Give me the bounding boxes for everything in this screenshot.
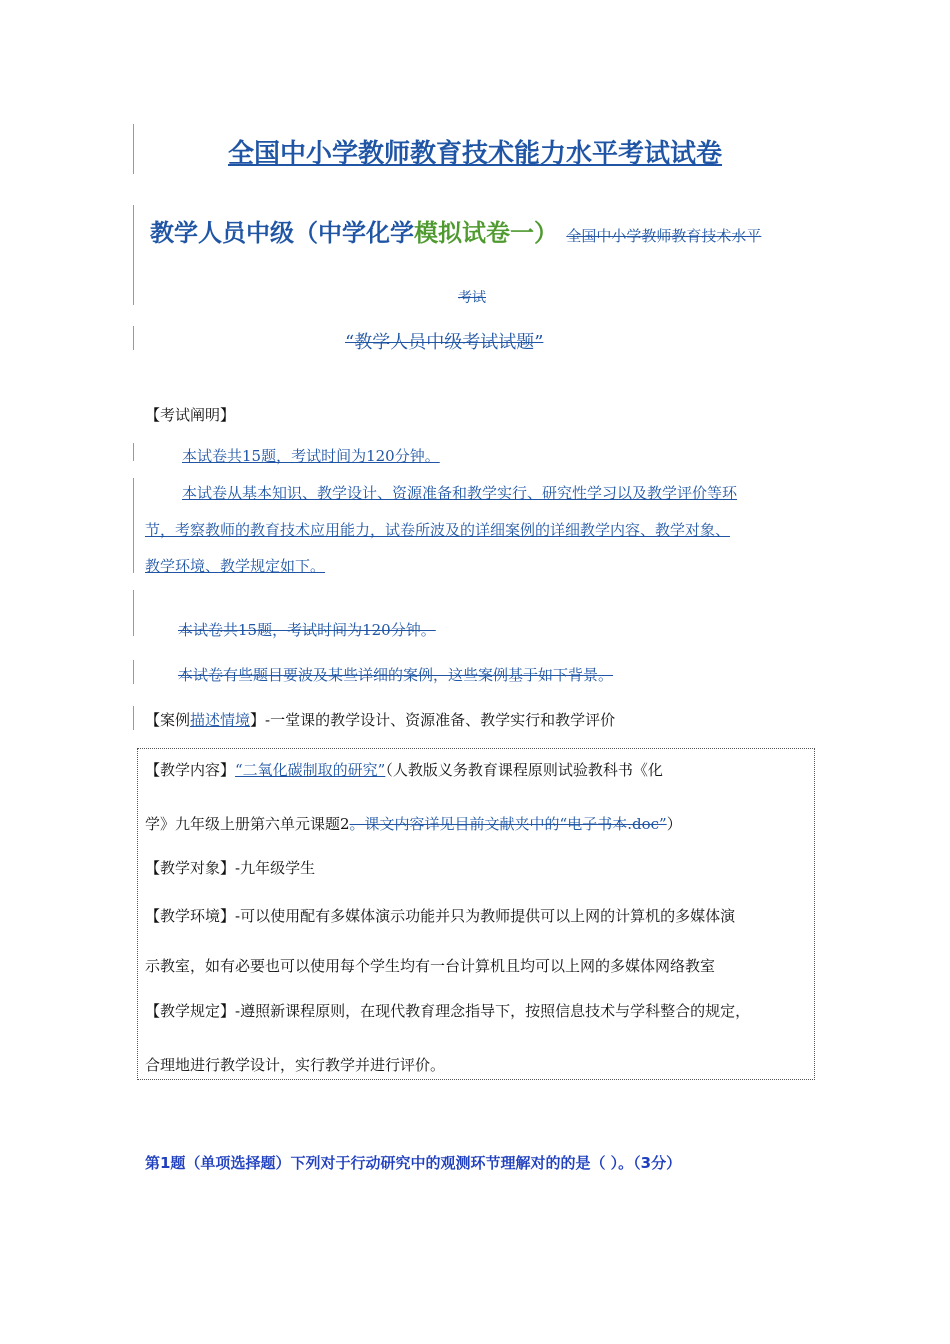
quote-title: “教学人员中级考试试题” — [345, 332, 544, 353]
req-line1: -遵照新课程原则，在现代教育理念指导下，按照信息技术与学科整合的规定， — [235, 1002, 751, 1020]
subtitle-strike: 全国中小学教师教育技术水平 — [566, 227, 762, 245]
exam-note-strike2: 本试卷有些题目要波及某些详细的案例，这些案例基于如下背景。 — [178, 666, 614, 684]
question-1: 第1题（单项选择题）下列对于行动研究中的观测环节理解对的的是（ ）。（3分） — [145, 1154, 682, 1172]
case-text: -一堂课的教学设计、资源准备、教学实行和教学评价 — [265, 711, 616, 729]
revision-bar — [133, 443, 134, 461]
content-rest2: 学》九年级上册第六单元课题2 — [145, 815, 350, 833]
exam-note-para-line3: 教学环境、教学规定如下。 — [145, 557, 326, 575]
subtitle-part2: 模拟试卷一） — [414, 219, 558, 247]
teaching-env-line1 — [145, 905, 735, 926]
content-rest1: （人教版义务教育课程原则试验教科书《化 — [385, 761, 663, 779]
subtitle — [150, 213, 761, 248]
revision-bar — [133, 326, 134, 350]
exam-note-line1: 本试卷共15题，考试时间为120分钟。 — [182, 447, 440, 465]
case-label-open: 【案例 — [145, 711, 191, 729]
case-line — [145, 709, 615, 730]
content-strike: 。课文内容详见目前文献夹中的“电子书本.doc” — [349, 815, 667, 833]
teaching-content-line1 — [145, 759, 663, 780]
teaching-content-line2 — [145, 813, 682, 834]
exam-note-para-line2: 节，考察教师的教育技术应用能力，试卷所波及的详细案例的详细教学内容、教学对象、 — [145, 521, 731, 539]
case-label-close: 】 — [250, 711, 266, 729]
content-quote: “二氧化碳制取的研究” — [235, 761, 386, 779]
env-label: 【教学环境】 — [145, 907, 236, 925]
content-close: ） — [666, 815, 682, 833]
content-label: 【教学内容】 — [145, 761, 236, 779]
req-label: 【教学规定】 — [145, 1002, 236, 1020]
object-text: -九年级学生 — [235, 859, 316, 877]
exam-note-strike1: 本试卷共15题，考试时间为120分钟。 — [178, 621, 436, 639]
case-label-link[interactable]: 描述情境 — [190, 711, 251, 729]
page-title: 全国中小学教师教育技术能力水平考试试卷 — [227, 139, 722, 169]
object-label: 【教学对象】 — [145, 859, 236, 877]
env-line1: -可以使用配有多媒体演示功能并只为教师提供可以上网的计算机的多媒体演 — [235, 907, 736, 925]
revision-bar — [133, 706, 134, 730]
exam-note-para-line1: 本试卷从基本知识、教学设计、资源准备和教学实行、研究性学习以及教学评价等环 — [182, 484, 738, 502]
teaching-object — [145, 857, 315, 878]
teaching-env-line2: 示教室，如有必要也可以使用每个学生均有一台计算机且均可以上网的多媒体网络教室 — [145, 957, 716, 975]
revision-bar — [133, 478, 134, 573]
revision-bar — [133, 660, 134, 684]
teaching-req-line2: 合理地进行教学设计，实行教学并进行评价。 — [145, 1056, 446, 1074]
revision-bar — [133, 590, 134, 636]
subtitle-part1: 教学人员中级（中学化学 — [150, 219, 414, 247]
subtitle-strike-line2: 考试 — [458, 290, 486, 306]
teaching-req-line1 — [145, 1000, 750, 1021]
revision-bar — [133, 205, 134, 305]
exam-notes-heading: 【考试阐明】 — [145, 406, 236, 424]
